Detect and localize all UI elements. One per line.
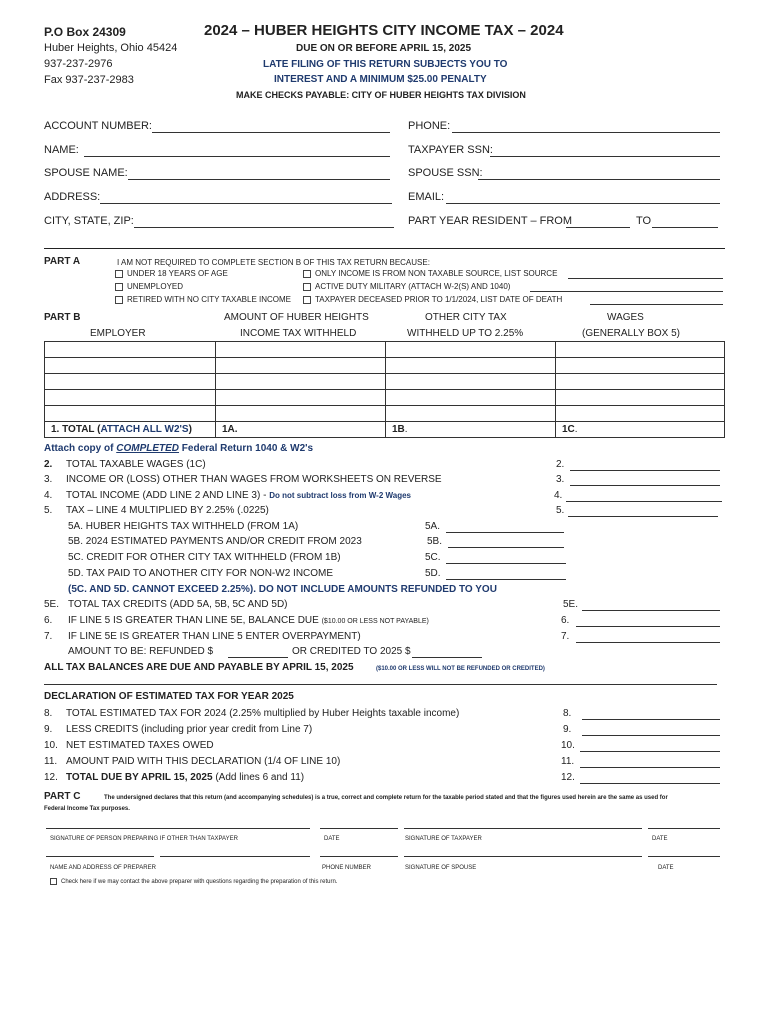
under-18-option[interactable] <box>115 269 228 278</box>
late-filing-1: LATE FILING OF THIS RETURN SUBJECTS YOU TO <box>263 59 508 70</box>
unemployed-option[interactable] <box>115 282 183 291</box>
line-4-number: 4. <box>44 490 53 501</box>
line-10-label: NET ESTIMATED TAXES OWED <box>66 740 214 751</box>
total-1b-cell[interactable]: 1B. <box>386 422 556 438</box>
non-taxable-source-field[interactable] <box>568 278 723 279</box>
table-row <box>45 358 725 374</box>
wages-header-1: WAGES <box>607 312 644 323</box>
phone-field[interactable] <box>452 132 720 133</box>
preparer-name-field[interactable] <box>46 856 154 857</box>
credited-amount-field[interactable] <box>412 657 482 658</box>
employer-cell[interactable] <box>45 342 216 358</box>
employer-cell[interactable] <box>45 406 216 422</box>
city-state-zip-field[interactable] <box>134 227 394 228</box>
line-6-label: IF LINE 5 IS GREATER THAN LINE 5E, BALANCE DUE ($10.00 OR LESS NOT PAYABLE) <box>68 615 429 626</box>
line-5e-field[interactable] <box>582 610 720 611</box>
part-a-intro: I AM NOT REQUIRED TO COMPLETE SECTION B OF THIS TAX RETURN BECAUSE: <box>117 258 430 267</box>
taxpayer-ssn-field[interactable] <box>490 156 720 157</box>
line-12-label: TOTAL DUE BY APRIL 15, 2025 (Add lines 6 and 11) <box>66 772 305 783</box>
line-2-ref: 2. <box>556 459 565 470</box>
line-6-field[interactable] <box>576 626 720 627</box>
email-field[interactable] <box>446 203 720 204</box>
part-year-to-field[interactable] <box>652 227 718 228</box>
line-4-ref: 4. <box>554 490 563 501</box>
refund-amount-field[interactable] <box>228 657 288 658</box>
line-5b-field[interactable] <box>448 547 564 548</box>
line-5d-ref: 5D. <box>425 568 441 579</box>
retired-label: RETIRED WITH NO CITY TAXABLE INCOME <box>127 295 292 304</box>
line-10-ref: 10. <box>561 740 575 751</box>
line-8-ref: 8. <box>563 708 572 719</box>
line-5-number: 5. <box>44 505 53 516</box>
part-b-label: PART B <box>44 312 81 323</box>
deceased-label: TAXPAYER DECEASED PRIOR TO 1/1/2024, LIST DATE OF DEATH <box>315 295 563 304</box>
other-city-cell[interactable] <box>386 374 556 390</box>
table-row <box>45 390 725 406</box>
spouse-ssn-label: SPOUSE SSN: <box>408 167 483 179</box>
line-5-label: TAX – LINE 4 MULTIPLIED BY 2.25% (.0225) <box>66 505 269 516</box>
line-5d-label: 5D. TAX PAID TO ANOTHER CITY FOR NON-W2 INCOME <box>68 568 334 579</box>
other-city-cell[interactable] <box>386 342 556 358</box>
line-12-number: 12. <box>44 772 58 783</box>
declaration-divider <box>44 684 717 685</box>
line-4-label: TOTAL INCOME (ADD LINE 2 AND LINE 3) - Do not subtract loss from W-2 Wages <box>66 490 411 501</box>
table-row <box>45 406 725 422</box>
spouse-signature-label: SIGNATURE OF SPOUSE <box>405 865 477 871</box>
line-2-number: 2. <box>44 459 53 470</box>
contact-option[interactable] <box>50 878 338 885</box>
late-filing-2: INTEREST AND A MINIMUM $25.00 PENALTY <box>274 74 487 85</box>
line-12-ref: 12. <box>561 772 575 783</box>
address-field[interactable] <box>100 203 392 204</box>
credited-label: OR CREDITED TO 2025 $ <box>292 646 411 657</box>
preparer-phone-field[interactable] <box>320 856 398 857</box>
under-18-label: UNDER 18 YEARS OF AGE <box>127 269 228 278</box>
line-9-ref: 9. <box>563 724 572 735</box>
part-c-label: PART C <box>44 791 81 802</box>
phone-label: PHONE: <box>408 120 451 132</box>
spouse-date-field[interactable] <box>648 856 720 857</box>
line-3-field[interactable] <box>570 485 720 486</box>
contact-label: Check here if we may contact the above preparer with questions regarding the preparation of this return. <box>61 879 338 886</box>
refund-label: AMOUNT TO BE: REFUNDED $ <box>68 646 214 657</box>
line-5b-ref: 5B. <box>427 536 443 547</box>
balances-due-note: ALL TAX BALANCES ARE DUE AND PAYABLE BY APRIL 15, 2025 <box>44 662 354 673</box>
taxpayer-ssn-label: TAXPAYER SSN: <box>408 144 493 156</box>
line-5e-label: TOTAL TAX CREDITS (ADD 5A, 5B, 5C AND 5D) <box>68 599 288 610</box>
line-5-field[interactable] <box>568 516 718 517</box>
military-option[interactable] <box>303 282 510 291</box>
total-row <box>45 422 725 438</box>
preparer-date-field[interactable] <box>320 828 398 829</box>
declaration-title: DECLARATION OF ESTIMATED TAX FOR YEAR 2025 <box>44 691 294 702</box>
date-of-death-field[interactable] <box>590 304 723 305</box>
line-9-label: LESS CREDITS (including prior year credit from Line 7) <box>66 724 313 735</box>
attach-note: Attach copy of COMPLETED Federal Return 1040 & W2's <box>44 443 314 454</box>
employer-cell[interactable] <box>45 358 216 374</box>
non-taxable-option[interactable] <box>303 269 557 278</box>
form-title: 2024 – HUBER HEIGHTS CITY INCOME TAX – 2024 <box>204 22 564 39</box>
line-10-number: 10. <box>44 740 58 751</box>
part-year-from-field[interactable] <box>566 227 630 228</box>
line-2-field[interactable] <box>570 470 720 471</box>
other-city-header-1: OTHER CITY TAX <box>425 312 507 323</box>
spouse-name-field[interactable] <box>128 179 390 180</box>
line-7-ref: 7. <box>561 631 570 642</box>
line-7-field[interactable] <box>576 642 720 643</box>
hh-withheld-cell[interactable] <box>216 406 386 422</box>
line-7-label: IF LINE 5E IS GREATER THAN LINE 5 ENTER OVERPAYMENT) <box>68 631 361 642</box>
military-field[interactable] <box>530 291 723 292</box>
taxpayer-signature-field[interactable] <box>404 828 642 829</box>
credit-limit-note: (5C. AND 5D. CANNOT EXCEED 2.25%). DO NOT INCLUDE AMOUNTS REFUNDED TO YOU <box>68 584 497 595</box>
line-5b-label: 5B. 2024 ESTIMATED PAYMENTS AND/OR CREDIT FROM 2023 <box>68 536 362 547</box>
office-phone: 937-237-2976 <box>44 58 113 70</box>
line-3-ref: 3. <box>556 474 565 485</box>
total-1a-cell[interactable]: 1A. <box>216 422 386 438</box>
military-checkbox[interactable] <box>303 283 311 291</box>
line-5c-ref: 5C. <box>425 552 441 563</box>
contact-checkbox[interactable] <box>50 878 57 885</box>
line-12-field[interactable] <box>580 783 720 784</box>
wages-cell[interactable] <box>556 342 725 358</box>
unemployed-checkbox[interactable] <box>115 283 123 291</box>
line-11-ref: 11. <box>561 756 575 767</box>
employer-cell[interactable] <box>45 390 216 406</box>
section-divider <box>44 248 725 249</box>
line-7-number: 7. <box>44 631 53 642</box>
wages-cell[interactable] <box>556 390 725 406</box>
name-field[interactable] <box>84 156 390 157</box>
line-6-ref: 6. <box>561 615 570 626</box>
name-label: NAME: <box>44 144 79 156</box>
due-date: DUE ON OR BEFORE APRIL 15, 2025 <box>296 43 472 54</box>
non-taxable-label: ONLY INCOME IS FROM NON TAXABLE SOURCE, LIST SOURCE <box>315 269 558 278</box>
line-5e-number: 5E. <box>44 599 60 610</box>
wages-cell[interactable] <box>556 406 725 422</box>
city-address: Huber Heights, Ohio 45424 <box>44 42 178 54</box>
preparer-signature-field[interactable] <box>46 828 310 829</box>
line-8-field[interactable] <box>582 719 720 720</box>
preparer-address-field[interactable] <box>160 856 310 857</box>
line-2-label: TOTAL TAXABLE WAGES (1C) <box>66 459 206 470</box>
date-label-2: DATE <box>652 836 668 842</box>
part-year-to-label: TO <box>636 215 652 227</box>
line-9-field[interactable] <box>582 735 720 736</box>
phone-number-label: PHONE NUMBER <box>322 865 372 871</box>
line-10-field[interactable] <box>580 751 720 752</box>
retired-option[interactable] <box>115 295 291 304</box>
hh-withheld-header-1: AMOUNT OF HUBER HEIGHTS <box>224 312 369 323</box>
address-label: ADDRESS: <box>44 191 101 203</box>
wages-cell[interactable] <box>556 374 725 390</box>
hh-withheld-header-2: INCOME TAX WITHHELD <box>240 328 357 339</box>
taxpayer-signature-label: SIGNATURE OF TAXPAYER <box>405 836 482 842</box>
checks-payable: MAKE CHECKS PAYABLE: CITY OF HUBER HEIGHTS TAX DIVISION <box>236 90 526 100</box>
non-taxable-checkbox[interactable] <box>303 270 311 278</box>
office-fax: Fax 937-237-2983 <box>44 74 134 86</box>
declaration-statement-2: Federal Income Tax purposes. <box>44 806 130 812</box>
other-city-cell[interactable] <box>386 390 556 406</box>
po-box: P.O Box 24309 <box>44 25 126 39</box>
hh-withheld-cell[interactable] <box>216 342 386 358</box>
line-9-number: 9. <box>44 724 53 735</box>
line-8-label: TOTAL ESTIMATED TAX FOR 2024 (2.25% multiplied by Huber Heights taxable income) <box>66 708 460 719</box>
account-number-label: ACCOUNT NUMBER: <box>44 120 152 132</box>
hh-withheld-cell[interactable] <box>216 358 386 374</box>
line-5a-label: 5A. HUBER HEIGHTS TAX WITHHELD (FROM 1A) <box>68 521 299 532</box>
taxpayer-date-field[interactable] <box>648 828 720 829</box>
employer-cell[interactable] <box>45 374 216 390</box>
date-label-1: DATE <box>324 836 340 842</box>
table-row <box>45 374 725 390</box>
military-label: ACTIVE DUTY MILITARY (ATTACH W-2(S) AND 1040) <box>315 282 511 291</box>
line-6-number: 6. <box>44 615 53 626</box>
line-11-field[interactable] <box>580 767 720 768</box>
part-year-from-label: PART YEAR RESIDENT – FROM <box>408 215 573 227</box>
spouse-name-label: SPOUSE NAME: <box>44 167 128 179</box>
preparer-signature-label: SIGNATURE OF PERSON PREPARING IF OTHER THAN TAXPAYER <box>50 836 238 842</box>
line-5c-field[interactable] <box>446 563 566 564</box>
preparer-name-label: NAME AND ADDRESS OF PREPARER <box>50 865 156 871</box>
line-3-number: 3. <box>44 474 53 485</box>
unemployed-label: UNEMPLOYED <box>127 282 184 291</box>
w2-table <box>44 341 725 438</box>
city-state-zip-label: CITY, STATE, ZIP: <box>44 215 134 227</box>
deceased-checkbox[interactable] <box>303 296 311 304</box>
wages-cell[interactable] <box>556 358 725 374</box>
line-4-field[interactable] <box>566 501 722 502</box>
line-5c-label: 5C. CREDIT FOR OTHER CITY TAX WITHHELD (FROM 1B) <box>68 552 341 563</box>
under-18-checkbox[interactable] <box>115 270 123 278</box>
other-city-cell[interactable] <box>386 358 556 374</box>
line-5-ref: 5. <box>556 505 565 516</box>
account-number-field[interactable] <box>152 132 390 133</box>
line-5e-ref: 5E. <box>563 599 579 610</box>
balances-note-small: ($10.00 OR LESS WILL NOT BE REFUNDED OR CREDITED) <box>376 666 545 672</box>
hh-withheld-cell[interactable] <box>216 390 386 406</box>
spouse-signature-field[interactable] <box>404 856 642 857</box>
spouse-ssn-field[interactable] <box>478 179 720 180</box>
line-3-label: INCOME OR (LOSS) OTHER THAN WAGES FROM WORKSHEETS ON REVERSE <box>66 474 442 485</box>
hh-withheld-cell[interactable] <box>216 374 386 390</box>
wages-header-2: (GENERALLY BOX 5) <box>582 328 680 339</box>
table-row <box>45 342 725 358</box>
deceased-option[interactable] <box>303 295 562 304</box>
line-11-label: AMOUNT PAID WITH THIS DECLARATION (1/4 OF LINE 10) <box>66 756 341 767</box>
employer-header: EMPLOYER <box>90 328 146 339</box>
line-11-number: 11. <box>44 756 58 767</box>
date-label-3: DATE <box>658 865 674 871</box>
other-city-cell[interactable] <box>386 406 556 422</box>
total-1c-cell[interactable]: 1C. <box>556 422 725 438</box>
other-city-header-2: WITHHELD UP TO 2.25% <box>407 328 524 339</box>
total-label-cell: 1. TOTAL (ATTACH ALL W2'S) <box>45 422 216 438</box>
part-a-label: PART A <box>44 256 81 267</box>
retired-checkbox[interactable] <box>115 296 123 304</box>
email-label: EMAIL: <box>408 191 445 203</box>
line-5d-field[interactable] <box>446 579 566 580</box>
line-5a-field[interactable] <box>446 532 564 533</box>
declaration-statement-1: The undersigned declares that this return (and accompanying schedules) is a true, correct and complete return for the taxable period stated and that the figures used herein are the same as used for <box>104 795 668 801</box>
line-5a-ref: 5A. <box>425 521 441 532</box>
line-8-number: 8. <box>44 708 53 719</box>
